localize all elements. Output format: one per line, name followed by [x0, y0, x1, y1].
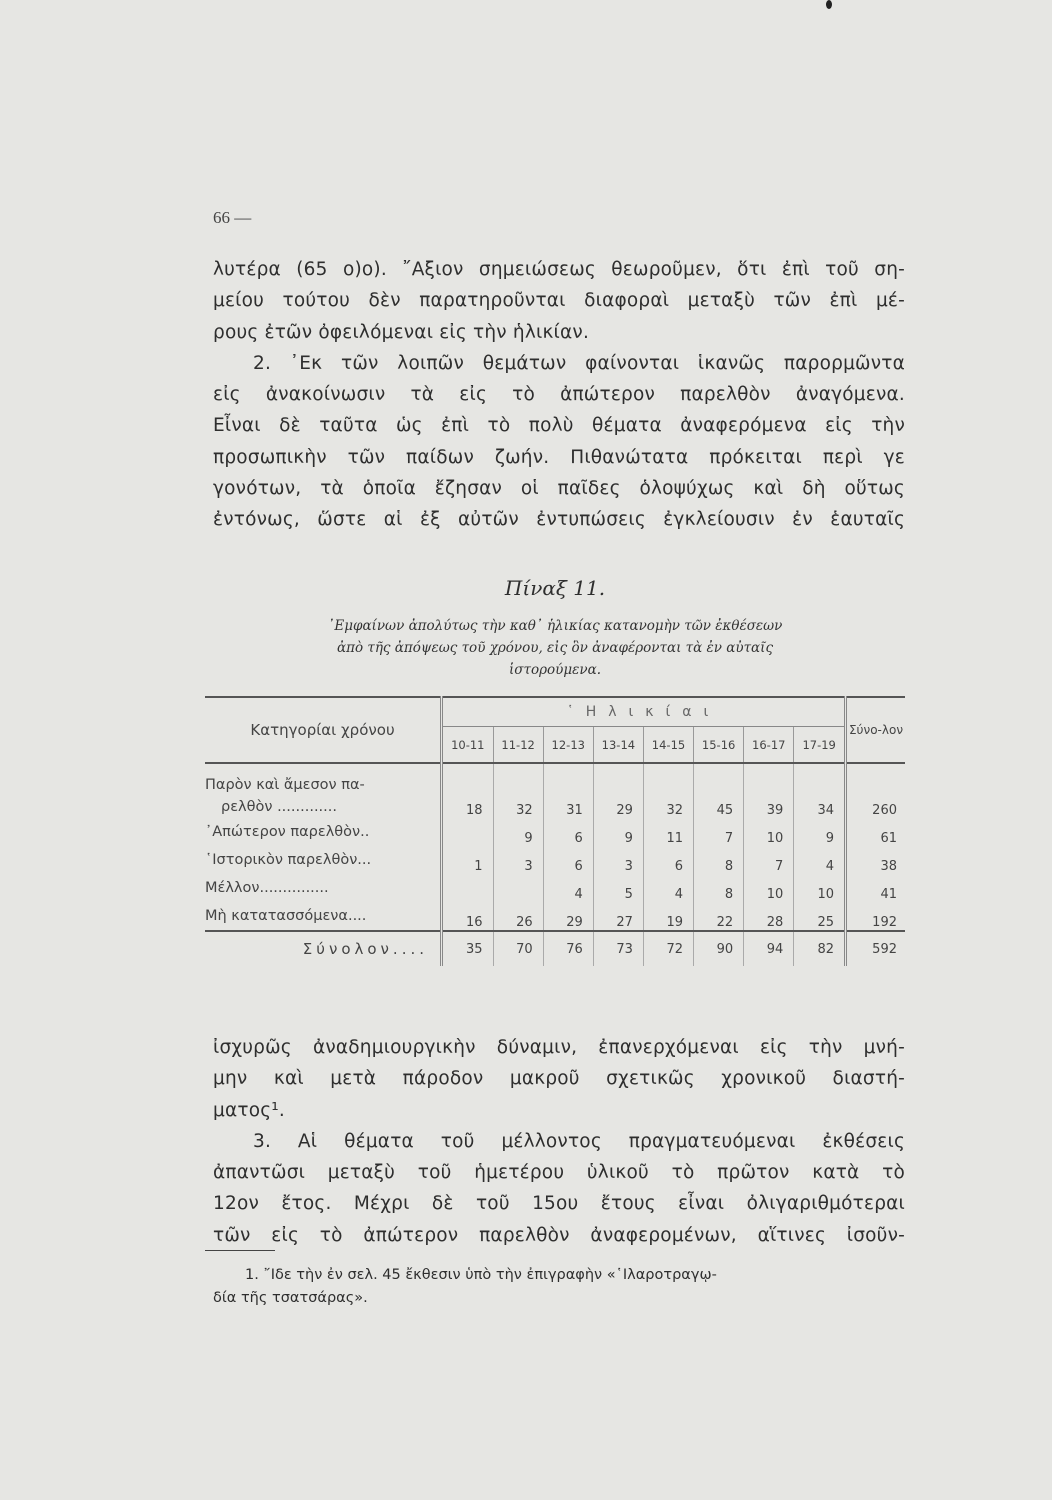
sum-cell: 90: [694, 931, 744, 966]
row-label-line: ρελθὸν .............: [221, 799, 337, 815]
table-cell: 10: [794, 874, 846, 902]
table-cell: 22: [694, 902, 744, 931]
table-cell: 5: [593, 874, 643, 902]
text-line: ἀπαντῶσι μεταξὺ τοῦ ἡμετέρου ὑλικοῦ τὸ πρῶτον κατὰ τὸ: [213, 1162, 905, 1184]
table-cell: 16: [442, 902, 494, 931]
table-row: [205, 874, 905, 902]
table-cell: 9: [493, 818, 543, 846]
footnote-divider: [205, 1250, 275, 1251]
text-line: ματος¹.: [213, 1099, 285, 1121]
grand-total: 592: [846, 931, 906, 966]
row-label: [205, 874, 442, 902]
table-row: [205, 846, 905, 874]
table-cell: [493, 874, 543, 902]
row-label-line: ῾Ιστορικὸν παρελθὸν...: [205, 852, 372, 868]
row-total: 192: [846, 902, 906, 931]
age-column-header: 17-19: [794, 727, 846, 763]
row-header: Κατηγορίαι χρόνου: [205, 697, 442, 763]
row-total: 61: [846, 818, 906, 846]
table-cell: 6: [543, 818, 593, 846]
table-title: Πίναξ 11.: [504, 576, 606, 600]
text-line: ἐντόνως, ὥστε αἱ ἐξ αὐτῶν ἐντυπώσεις ἐγκλείουσιν ἐν ἑαυταῖς: [213, 509, 905, 531]
row-total: 41: [846, 874, 906, 902]
caption-line: ᾿Εμφαίνων ἀπολύτως τὴν καθ᾿ ἡλικίας κατανομὴν τῶν ἐκθέσεων: [327, 618, 783, 634]
sum-cell: 94: [744, 931, 794, 966]
table-cell: 1: [442, 846, 494, 874]
age-column-header: 13-14: [593, 727, 643, 763]
table-cell: 8: [694, 846, 744, 874]
table-cell: 11: [643, 818, 693, 846]
text-line: 12ον ἔτος. Μέχρι δὲ τοῦ 15ου ἔτους εἶναι ὀλιγαριθμότεραι: [213, 1193, 905, 1215]
text-line: γονότων, τὰ ὁποῖα ἔζησαν οἱ παῖδες ὁλοψύχως καὶ δὴ οὕτως: [213, 478, 905, 500]
table-cell: 34: [794, 763, 846, 818]
age-group-header: ῾Ηλικίαι: [442, 697, 846, 727]
age-column-header: 12-13: [543, 727, 593, 763]
row-label: [205, 902, 442, 931]
text-line: τῶν εἰς τὸ ἀπώτερον παρελθὸν ἀναφερομένων, αἵτινες ἰσοῦν-: [213, 1224, 905, 1246]
table-cell: 7: [694, 818, 744, 846]
row-label-line: Παρὸν καὶ ἄμεσον πα-: [205, 777, 365, 793]
total-header: Σύνο-λον: [846, 697, 906, 763]
row-label-line: Μέλλον...............: [205, 880, 329, 896]
table-cell: 25: [794, 902, 846, 931]
table-cell: [442, 818, 494, 846]
table-cell: 39: [744, 763, 794, 818]
table-cell: 29: [543, 902, 593, 931]
ink-spot: [826, 0, 832, 9]
footnote-line: 1. ῎Ιδε τὴν ἐν σελ. 45 ἔκθεσιν ὑπὸ τὴν ἐπιγραφὴν «῾Ιλαροτραγῳ-: [245, 1267, 717, 1283]
table-cell: 6: [643, 846, 693, 874]
table-cell: 32: [643, 763, 693, 818]
table-cell: 7: [744, 846, 794, 874]
table-cell: 10: [744, 818, 794, 846]
table-cell: 3: [493, 846, 543, 874]
sum-cell: 35: [442, 931, 494, 966]
sum-cell: 72: [643, 931, 693, 966]
page-number: 66 —: [213, 208, 252, 227]
row-label-line: Μὴ κατατασσόμενα....: [205, 908, 367, 924]
sum-cell: 82: [794, 931, 846, 966]
text-line: ρους ἐτῶν ὀφειλόμεναι εἰς τὴν ἡλικίαν.: [213, 321, 590, 343]
table-cell: 29: [593, 763, 643, 818]
sum-cell: 76: [543, 931, 593, 966]
sum-label: Σύνολον....: [205, 931, 442, 966]
row-label: [205, 846, 442, 874]
table-cell: 3: [593, 846, 643, 874]
table-cell: 28: [744, 902, 794, 931]
paragraph-1: [213, 254, 905, 536]
text-line: ἰσχυρῶς ἀναδημιουργικὴν δύναμιν, ἐπανερχόμεναι εἰς τὴν μνή-: [213, 1037, 905, 1058]
footnote: [213, 1264, 905, 1310]
table-cell: [442, 874, 494, 902]
table-cell: 18: [442, 763, 494, 818]
data-table: [205, 696, 905, 966]
table-cell: 27: [593, 902, 643, 931]
age-column-header: 11-12: [493, 727, 543, 763]
sum-cell: 73: [593, 931, 643, 966]
table-cell: 32: [493, 763, 543, 818]
sum-cell: 70: [493, 931, 543, 966]
row-label: [205, 818, 442, 846]
table-cell: 26: [493, 902, 543, 931]
table-row: [205, 902, 905, 931]
text-line: 3. Αἱ θέματα τοῦ μέλλοντος πραγματευόμεναι ἐκθέσεις: [253, 1130, 905, 1152]
table-row: [205, 763, 905, 818]
text-line: προσωπικὴν τῶν παίδων ζωήν. Πιθανώτατα πρόκειται περὶ γε: [213, 446, 905, 468]
table-cell: 4: [643, 874, 693, 902]
text-line: μην καὶ μετὰ πάροδον μακροῦ σχετικῶς χρονικοῦ διαστή-: [213, 1068, 905, 1090]
text-line: λυτέρα (65 ο)ο). ῎Αξιον σημειώσεως θεωροῦμεν, ὅτι ἐπὶ τοῦ ση-: [213, 259, 905, 280]
table-cell: 8: [694, 874, 744, 902]
caption-line: ἀπὸ τῆς ἀπόψεως τοῦ χρόνου, εἰς ὃν ἀναφέρονται τὰ ἐν αὐταῖς: [336, 640, 774, 656]
table-caption: [230, 615, 880, 681]
text-line: εἰς ἀνακοίνωσιν τὰ εἰς τὸ ἀπώτερον παρελθὸν ἀναγόμενα.: [213, 384, 905, 406]
table-cell: 45: [694, 763, 744, 818]
age-column-header: 10-11: [442, 727, 494, 763]
sum-row: [205, 931, 905, 966]
table-cell: 9: [593, 818, 643, 846]
row-label-line: ᾿Απώτερον παρελθὸν..: [205, 824, 370, 840]
table-cell: 10: [744, 874, 794, 902]
text-line: μείου τούτου δὲν παρατηροῦνται διαφοραὶ μεταξὺ τῶν ἐπὶ μέ-: [213, 290, 905, 312]
table-cell: 31: [543, 763, 593, 818]
age-column-header: 14-15: [643, 727, 693, 763]
table-cell: 6: [543, 846, 593, 874]
age-column-header: 16-17: [744, 727, 794, 763]
table-cell: 9: [794, 818, 846, 846]
table-row: [205, 818, 905, 846]
row-total: 38: [846, 846, 906, 874]
row-label: [205, 763, 442, 818]
table-cell: 19: [643, 902, 693, 931]
footnote-line: δία τῆς τσατσάρας».: [213, 1290, 368, 1306]
row-total: 260: [846, 763, 906, 818]
age-column-header: 15-16: [694, 727, 744, 763]
table-cell: 4: [794, 846, 846, 874]
paragraph-2: [213, 1032, 905, 1251]
caption-line: ἱστορούμενα.: [508, 662, 601, 678]
text-line: 2. ᾿Εκ τῶν λοιπῶν θεμάτων φαίνονται ἱκανῶς παρορμῶντα: [253, 352, 905, 374]
table-cell: 4: [543, 874, 593, 902]
text-line: Εἶναι δὲ ταῦτα ὡς ἐπὶ τὸ πολὺ θέματα ἀναφερόμενα εἰς τὴν: [213, 415, 905, 437]
